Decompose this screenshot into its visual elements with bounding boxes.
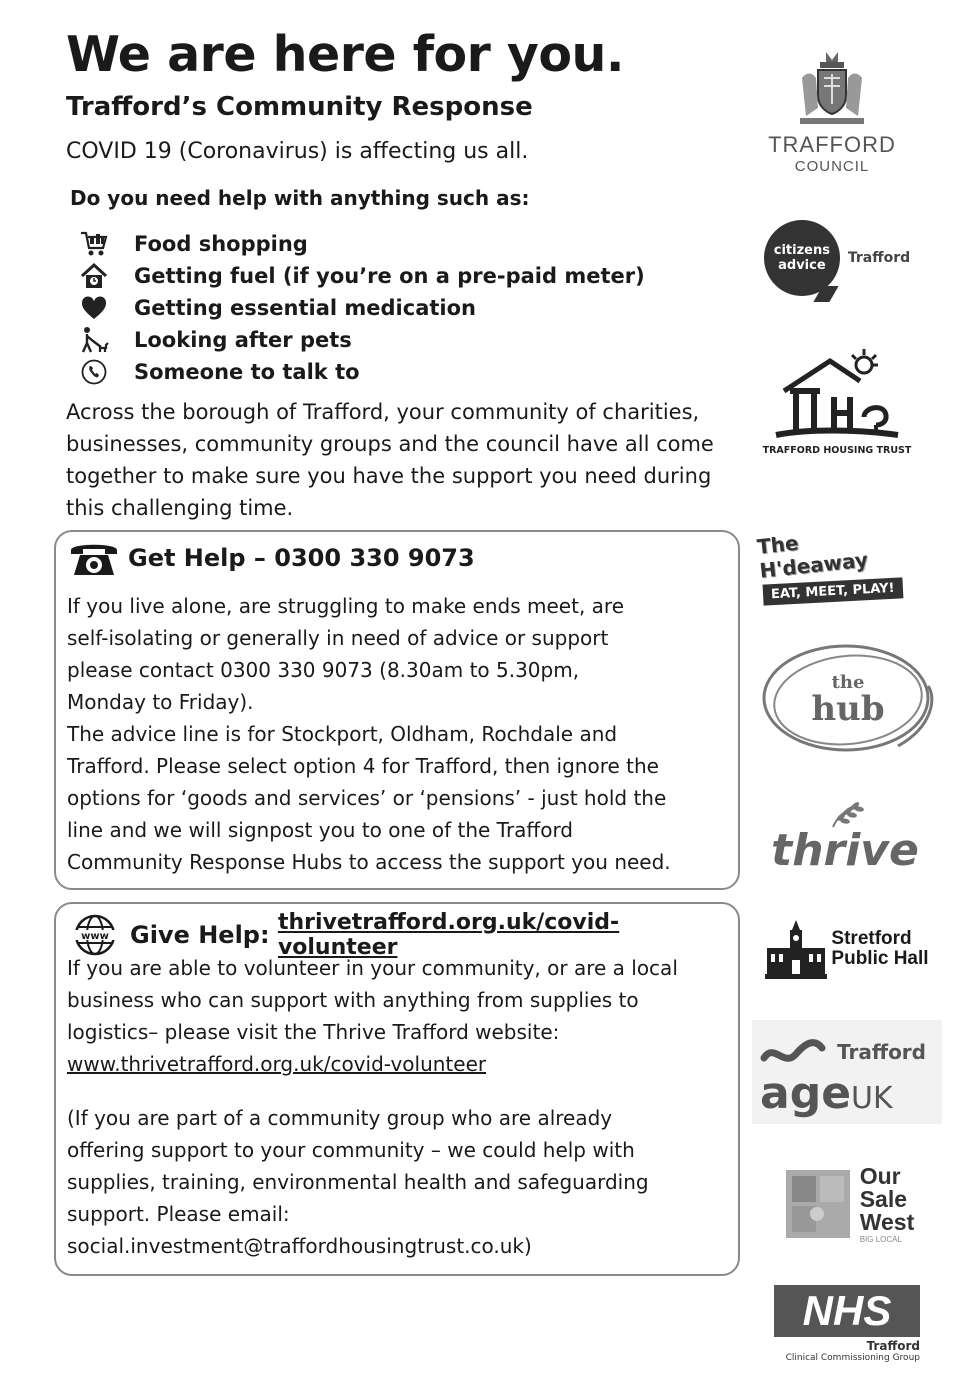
age-uk-word: [760, 1068, 893, 1119]
hideaway-name: The H'deaway: [755, 530, 869, 583]
body-line: Trafford. Please select option 4 for Trafford, then ignore the: [67, 754, 659, 778]
osw-line1: Our: [859, 1162, 901, 1189]
page-subtitle: Trafford’s Community Response: [66, 92, 533, 122]
help-item-talk: [74, 356, 645, 388]
hub-line1: the: [831, 672, 865, 693]
house-fuel-icon: [74, 262, 114, 290]
age-word: age: [760, 1068, 852, 1119]
help-item-label: Food shopping: [134, 232, 308, 256]
age-uk-logo: [752, 1020, 942, 1124]
our-sale-west-logo: [780, 1160, 920, 1250]
get-help-heading: [68, 538, 475, 578]
page-title: We are here for you.: [66, 26, 624, 83]
age-uk-top: Trafford: [837, 1040, 926, 1064]
stretford-public-hall-logo: [762, 916, 932, 982]
get-help-title: Get Help – 0300 330 9073: [128, 544, 475, 572]
give-help-link[interactable]: thrivetrafford.org.uk/covid-volunteer: [277, 910, 620, 960]
help-item-fuel: [74, 260, 645, 292]
body-line: business who can support with anything from supplies to: [67, 988, 639, 1012]
give-help-box: [54, 902, 740, 1276]
help-item-label: Someone to talk to: [134, 360, 360, 384]
council-name: TRAFFORD: [768, 131, 896, 157]
body-line: Monday to Friday).: [67, 690, 254, 714]
body-line: supplies, training, environmental health and safeguarding: [67, 1170, 649, 1194]
shopping-trolley-icon: [74, 230, 114, 258]
speech-bubble-icon: [764, 220, 840, 296]
osw-caption: BIG LOCAL: [859, 1234, 902, 1244]
help-question: Do you need help with anything such as:: [70, 186, 530, 210]
thrive-name: thrive: [771, 825, 919, 876]
thrive-logo: [770, 792, 920, 876]
hideaway-tagline: EAT, MEET, PLAY!: [763, 577, 903, 605]
osw-text: [859, 1162, 915, 1246]
help-item-label: Looking after pets: [134, 328, 352, 352]
body-line: If you live alone, are struggling to make ends meet, are: [67, 594, 625, 618]
body-line: The advice line is for Stockport, Oldham, Rochdale and: [67, 722, 618, 746]
community-paragraph: [66, 396, 746, 524]
hideaway-logo: [755, 524, 908, 604]
help-item-medication: [74, 292, 645, 324]
town-hall-icon: [765, 918, 827, 980]
give-help-label: Give Help:: [130, 921, 278, 949]
stretford-line2: Public Hall: [831, 948, 929, 969]
stretford-line1: Stretford: [831, 928, 912, 949]
stretford-text: [831, 929, 928, 969]
body-line: (If you are part of a community group who are already: [67, 1106, 613, 1130]
body-line: offering support to your community – we could help with: [67, 1138, 635, 1162]
help-item-label: Getting essential medication: [134, 296, 476, 320]
telephone-icon: [68, 538, 120, 578]
get-help-body: [67, 590, 671, 878]
spacer: [67, 1080, 678, 1102]
house-sun-icon: [772, 347, 902, 443]
osw-line2: Sale: [859, 1185, 908, 1212]
heart-icon: [74, 294, 114, 322]
council-subtitle: COUNCIL: [794, 157, 870, 175]
globe-www-icon: [72, 914, 118, 956]
puzzle-icon: [786, 1170, 852, 1240]
get-help-box: [54, 530, 740, 890]
nhs-trafford-logo: [774, 1282, 920, 1366]
body-line: support. Please email:: [67, 1202, 290, 1226]
help-item-food: [74, 228, 645, 260]
paragraph-line: businesses, community groups and the council have all come: [66, 432, 714, 456]
ca-line2: advice: [778, 258, 826, 273]
dog-walker-icon: [74, 326, 114, 354]
hub-line2: hub: [811, 689, 885, 729]
help-item-pets: [74, 324, 645, 356]
wheat-icon: [815, 795, 875, 829]
uk-word: UK: [851, 1081, 893, 1116]
nhs-line1: Trafford: [866, 1339, 920, 1353]
body-line: If you are able to volunteer in your community, or are a local: [67, 956, 678, 980]
help-list: [74, 228, 645, 388]
ca-line1: citizens: [773, 243, 830, 258]
body-line: line and we will signpost you to one of the Trafford: [67, 818, 574, 842]
paragraph-line: Across the borough of Trafford, your community of charities,: [66, 400, 700, 424]
ca-side-label: Trafford: [847, 250, 911, 266]
trafford-council-logo: [762, 46, 902, 176]
citizens-advice-logo: [762, 218, 912, 298]
svg-text:www: www: [81, 931, 109, 942]
nhs-mark: NHS: [774, 1285, 920, 1337]
paragraph-line: this challenging time.: [66, 496, 294, 520]
phone-circle-icon: [74, 358, 114, 386]
give-help-body: [67, 952, 678, 1262]
housing-trust-caption: TRAFFORD HOUSING TRUST: [762, 444, 912, 456]
help-item-label: Getting fuel (if you’re on a pre-paid meter): [134, 264, 645, 288]
body-line: Community Response Hubs to access the support you need.: [67, 850, 671, 874]
body-line: self-isolating or generally in need of advice or support: [67, 626, 609, 650]
nhs-line2: Clinical Commissioning Group: [785, 1353, 920, 1363]
body-line: options for ‘goods and services’ or ‘pensions’ - just hold the: [67, 786, 667, 810]
email-address: social.investment@traffordhousingtrust.co.uk): [67, 1234, 532, 1258]
body-line: logistics– please visit the Thrive Trafford website:: [67, 1020, 560, 1044]
osw-line3: West: [859, 1208, 915, 1235]
hub-text: [811, 672, 885, 729]
housing-trust-logo: [762, 340, 912, 462]
body-line: please contact 0300 330 9073 (8.30am to 5.30pm,: [67, 658, 580, 682]
the-hub-logo: [758, 640, 938, 760]
intro-text: COVID 19 (Coronavirus) is affecting us all.: [66, 139, 529, 164]
coat-of-arms-icon: [796, 48, 868, 130]
paragraph-line: together to make sure you have the support you need during: [66, 464, 712, 488]
website-link[interactable]: www.thrivetrafford.org.uk/covid-volunteer: [67, 1052, 487, 1076]
